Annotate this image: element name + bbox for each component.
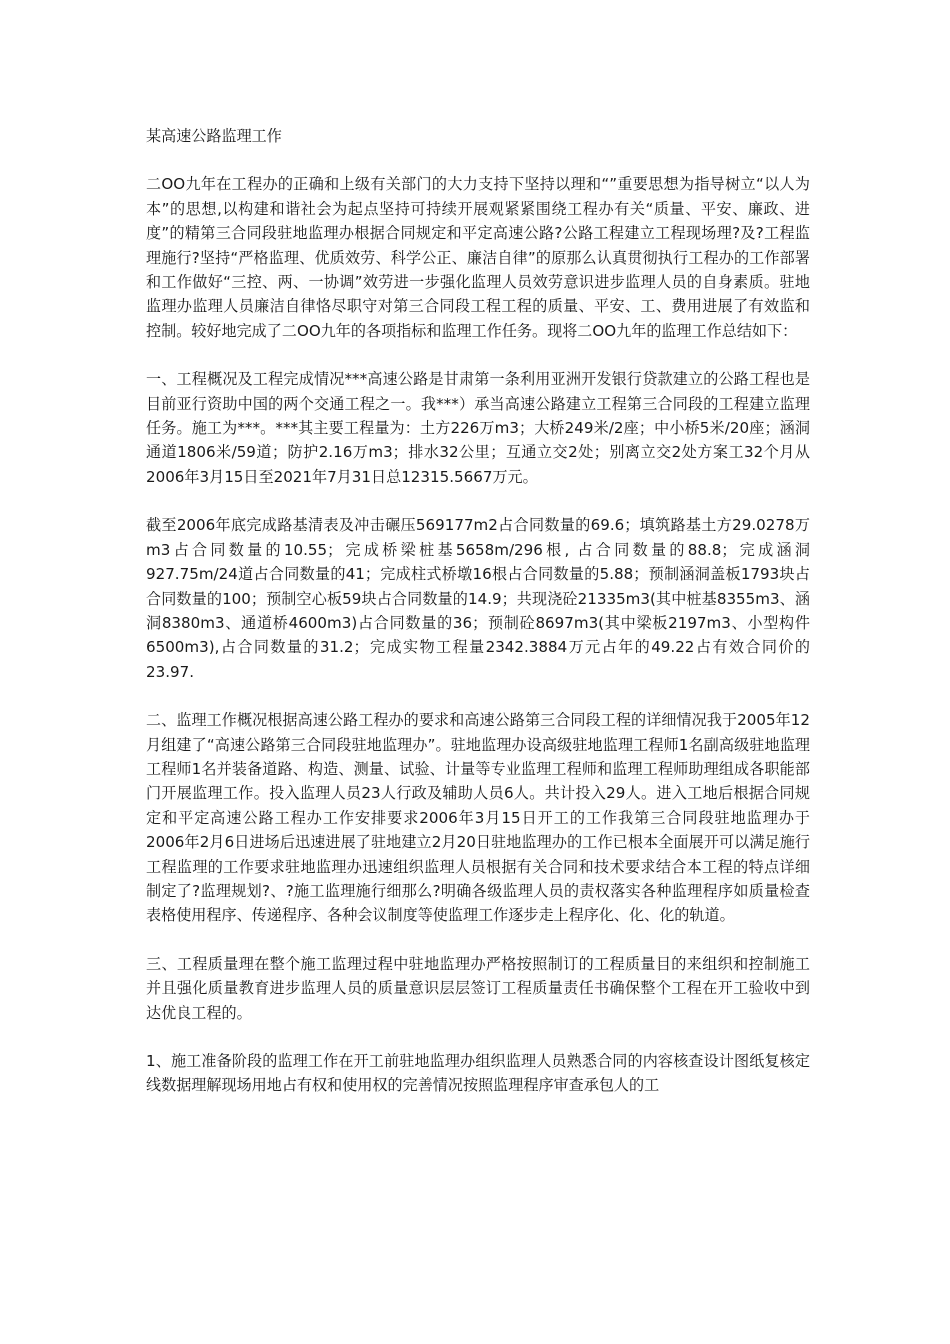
paragraph-progress: 截至2006年底完成路基清表及冲击碾压569177m2占合同数量的69.6；填筑路基土方29.0278万m3占合同数量的10.55；完成桥梁桩基5658m/296根, 占合同数量的88.8；完成涵洞927.75m/24道占合同数量的41；完成柱式桥墩16根占合同数量的5.88；预制涵洞盖板1793块占合同数量的100；预制空心板59块占合同数量的14.9；共现浇砼21335m3(其中桩基8355m3、涵洞8380m3、通道桥4600m3)占合同数量的36；预制砼8697m3(其中梁板2197m3、小型构件6500m3),占合同数量的31.2；完成实物工程量2342.3884万元占年的49.22占有效合同价的23.97.	[146, 516, 810, 681]
paragraph-preparation-stage: 1、施工准备阶段的监理工作在开工前驻地监理办组织监理人员熟悉合同的内容核查设计图纸复核定线数据理解现场用地占有权和使用权的完善情况按照监理程序审查承包人的工	[146, 1052, 810, 1095]
paragraph-project-overview: 一、工程概况及工程完成情况***高速公路是甘肃第一条利用亚洲开发银行贷款建立的公路工程也是目前亚行资助中国的两个交通工程之一。我***）承当高速公路建立工程第三合同段的工程建立监理任务。施工为***。***其主要工程量为：土方226万m3；大桥249米/2座；中小桥5米/20座；涵洞通道1806米/59道；防护2.16万m3；排水32公里；互通立交2处；别离立交2处方案工32个月从2006年3月15日至2021年7月31日总12315.5667万元。	[146, 370, 810, 486]
paragraph-quality-management: 三、工程质量理在整个施工监理过程中驻地监理办严格按照制订的工程质量目的来组织和控制施工并且强化质量教育进步监理人员的质量意识层层签订工程质量责任书确保整个工程在开工验收中到达优良工程的。	[146, 954, 810, 1022]
paragraph-supervision-overview: 二、监理工作概况根据高速公路工程办的要求和高速公路第三合同段工程的详细情况我于2005年12月组建了“高速公路第三合同段驻地监理办”。驻地监理办设高级驻地监理工程师1名副高级驻地监理工程师1名并装备道路、构造、测量、试验、计量等专业监理工程师和监理工程师助理组成各职能部门开展监理工作。投入监理人员23人行政及辅助人员6人。共计投入29人。进入工地后根据合同规定和平定高速公路工程办工作安排要求2006年3月15日开工的工作我第三合同段驻地监理办于2006年2月6日进场后迅速进展了驻地建立2月20日驻地监理办的工作已根本全面展开可以满足施行工程监理的工作要求驻地监理办迅速组织监理人员根据有关合同和技术要求结合本工程的特点详细制定了?监理规划?、?施工监理施行细那么?明确各级监理人员的责权落实各种监理程序如质量检查表格使用程序、传递程序、各种会议制度等使监理工作逐步走上程序化、化、化的轨道。	[146, 711, 810, 925]
document-page	[146, 124, 810, 1122]
document-title: 某高速公路监理工作	[146, 127, 282, 145]
paragraph-intro: 二OO九年在工程办的正确和上级有关部门的大力支持下坚持以理和“”重要思想为指导树立“以人为本”的思想,以构建和谐社会为起点坚持可持续开展观紧紧围绕工程办有关“质量、平安、廉政、进度”的精第三合同段驻地监理办根据合同规定和平定高速公路?公路工程建立工程现场理?及?工程监理施行?坚持“严格监理、优质效劳、科学公正、廉洁自律”的原那么认真贯彻执行工程办的工作部署和工作做好“三控、两、一协调”效劳进一步强化监理人员效劳意识进步监理人员的自身素质。驻地监理办监理人员廉洁自律恪尽职守对第三合同段工程工程的质量、平安、工、费用进展了有效监和控制。较好地完成了二OO九年的各项指标和监理工作任务。现将二OO九年的监理工作总结如下：	[146, 175, 810, 340]
